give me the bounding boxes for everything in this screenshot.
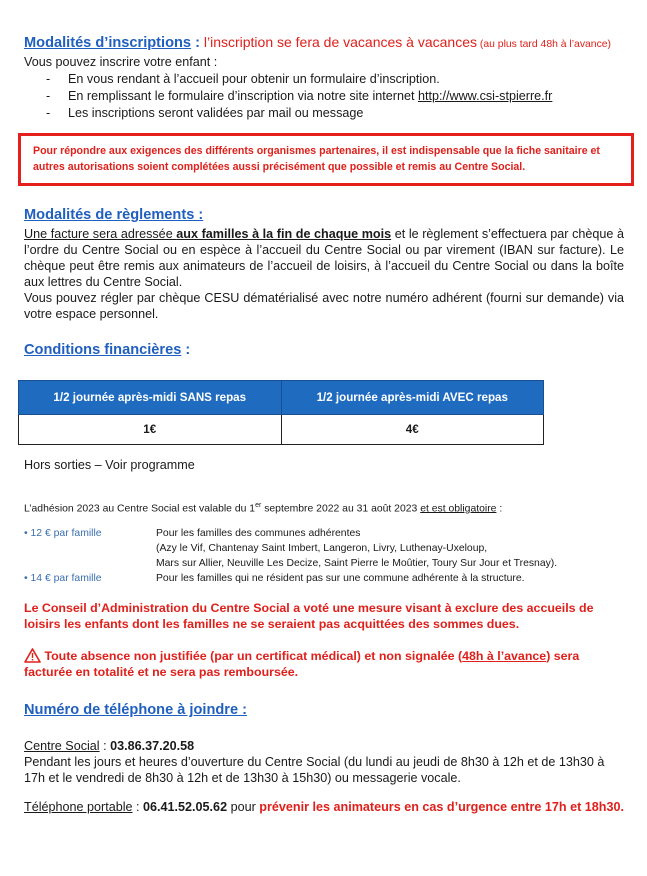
conseil-warning: Le Conseil d’Administration du Centre Social a voté une mesure visant à exclure des accueils de loisirs les enfants dont les familles ne se seraient pas acquittées des sommes dues. [24, 601, 594, 632]
fee-row-adherent [24, 526, 624, 571]
price-avec-repas: 4€ [281, 415, 544, 445]
fee-description: Pour les familles qui ne résident pas sur une commune adhérente à la structure. [156, 573, 525, 585]
table-row [19, 415, 544, 445]
price-sans-repas: 1€ [19, 415, 282, 445]
notice-text: Pour répondre aux exigences des différents organismes partenaires, il est indispensable que la fiche sanitaire et autres autorisations soient complétées aussi précisément que possible et remis au Centre Social. [33, 145, 600, 173]
notice-box [18, 133, 634, 186]
telephone-section [24, 702, 624, 815]
table-header-row [19, 381, 544, 415]
fee-label: • 14 € par famille [24, 573, 102, 585]
fee-row-non-adherent [24, 571, 624, 586]
warning-icon [24, 648, 41, 663]
adhesion-section [24, 499, 624, 680]
price-table [18, 380, 544, 445]
inscriptions-intro: Vous pouvez inscrire votre enfant : [24, 55, 218, 69]
column-header-sans-repas: 1/2 journée après-midi SANS repas [19, 381, 282, 415]
inscriptions-bullet-list [24, 71, 624, 122]
centre-social-line: Centre Social : 03.86.37.20.58 [24, 739, 195, 754]
reglements-heading: Modalités de règlements : [24, 207, 204, 223]
column-header-avec-repas: 1/2 journée après-midi AVEC repas [281, 381, 544, 415]
conditions-heading-colon: : [181, 342, 191, 358]
absence-warning: Toute absence non justifiée (par un certificat médical) et non signalée (48h à l’avance) sera facturée en totalité et ne sera pas remboursée. [24, 649, 580, 680]
adhesion-statement: L’adhésion 2023 au Centre Social est valable du 1er septembre 2022 au 31 août 2023 et est obligatoire : [24, 502, 503, 515]
document-page [24, 34, 624, 815]
inscriptions-heading: Modalités d’inscriptions [24, 35, 192, 51]
reglements-paragraph-1: Une facture sera adressée aux familles à la fin de chaque mois et le règlement s’effectuera par chèque à l’ordre du Centre Social ou en espèce à l’accueil du Centre Social ou par virement (IBAN sur facture). Le chèque peut être remis aux animateurs de l’accueil de loisirs, à l’accueil du Centre Social ou dans la boîte aux lettres du Centre Social. [24, 227, 625, 289]
fee-label: • 12 € par famille [24, 528, 102, 540]
inscriptions-section [24, 34, 624, 186]
inscriptions-heading-colon: : [191, 35, 200, 51]
fee-list [24, 526, 624, 586]
conditions-heading: Conditions financières [24, 342, 182, 358]
reglements-paragraph-2: Vous pouvez régler par chèque CESU dématérialisé avec notre numéro adhérent (fourni sur demande) via votre espace personnel. [24, 291, 624, 321]
fee-description: Pour les familles des communes adhérentes (Azy le Vif, Chantenay Saint Imbert, Langeron, Livry, Luthenay-Uxeloup, Mars sur Allier, Neuville Les Decize, Saint Pierre le Moûtier, Toury Sur Jour et Tresnay). [156, 528, 558, 570]
list-item: - En remplissant le formulaire d’inscription via notre site internet http://www.csi-stpierre.fr [46, 89, 553, 103]
reglements-section [24, 207, 624, 322]
mobile-phone-line: Téléphone portable : 06.41.52.05.62 pour prévenir les animateurs en cas d’urgence entre 17h et 18h30. [24, 800, 624, 815]
inscriptions-red-small-note: (au plus tard 48h à l’avance) [477, 39, 612, 50]
telephone-heading: Numéro de téléphone à joindre : [24, 702, 247, 719]
conditions-note: Hors sorties – Voir programme [24, 458, 195, 472]
list-item: - En vous rendant à l’accueil pour obtenir un formulaire d’inscription. [46, 72, 440, 86]
website-link[interactable]: http://www.csi-stpierre.fr [417, 89, 553, 103]
opening-hours: Pendant les jours et heures d’ouverture du Centre Social (du lundi au jeudi de 8h30 à 12h et de 13h30 à 17h et le vendredi de 8h30 à 12h et de 13h30 à 15h30) ou messagerie vocale. [24, 755, 605, 786]
conditions-section [24, 342, 624, 473]
mobile-phone-number: 06.41.52.05.62 [143, 800, 228, 815]
inscriptions-red-note: l’inscription se fera de vacances à vacances [199, 34, 478, 50]
centre-social-phone: 03.86.37.20.58 [110, 739, 195, 754]
list-item: - Les inscriptions seront validées par mail ou message [46, 106, 364, 120]
